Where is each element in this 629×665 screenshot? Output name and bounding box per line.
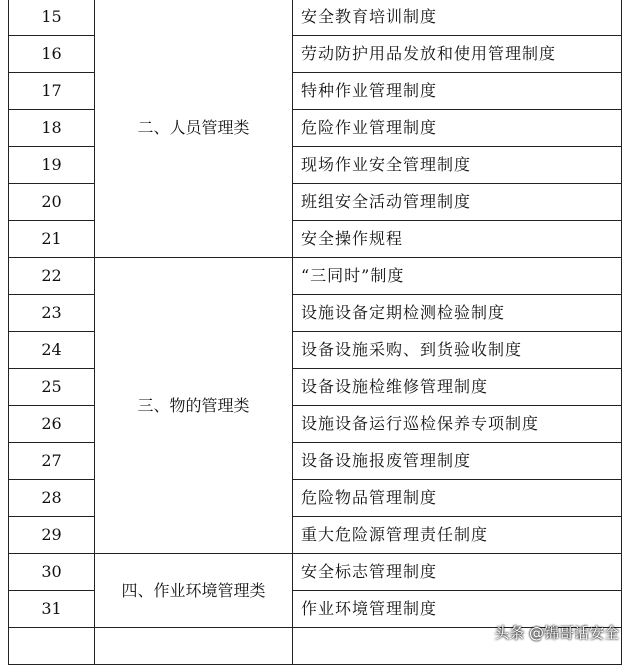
empty-cell — [95, 628, 293, 665]
row-number: 24 — [9, 332, 95, 369]
system-item: 危险物品管理制度 — [293, 480, 622, 517]
row-number: 29 — [9, 517, 95, 554]
row-number: 27 — [9, 443, 95, 480]
table-body — [9, 0, 622, 665]
row-number: 30 — [9, 554, 95, 591]
system-item: 设备设施报废管理制度 — [293, 443, 622, 480]
system-item: 安全标志管理制度 — [293, 554, 622, 591]
empty-cell — [9, 628, 95, 665]
row-number: 18 — [9, 110, 95, 147]
category-cell: 三、物的管理类 — [95, 258, 293, 554]
system-item: 作业环境管理制度 — [293, 591, 622, 628]
system-item: 现场作业安全管理制度 — [293, 147, 622, 184]
row-number: 16 — [9, 36, 95, 73]
row-number: 22 — [9, 258, 95, 295]
system-item: 安全操作规程 — [293, 221, 622, 258]
system-item: 重大危险源管理责任制度 — [293, 517, 622, 554]
category-cell: 二、人员管理类 — [95, 0, 293, 258]
row-number: 21 — [9, 221, 95, 258]
system-item: 危险作业管理制度 — [293, 110, 622, 147]
row-number: 31 — [9, 591, 95, 628]
system-item: 设备设施采购、到货验收制度 — [293, 332, 622, 369]
table-row — [9, 0, 622, 36]
system-item: “三同时”制度 — [293, 258, 622, 295]
row-number: 25 — [9, 369, 95, 406]
system-item: 特种作业管理制度 — [293, 73, 622, 110]
row-number: 15 — [9, 0, 95, 36]
row-number: 19 — [9, 147, 95, 184]
system-item: 劳动防护用品发放和使用管理制度 — [293, 36, 622, 73]
table-row — [9, 258, 622, 295]
management-system-table — [8, 0, 622, 665]
row-number: 23 — [9, 295, 95, 332]
category-cell: 四、作业环境管理类 — [95, 554, 293, 628]
system-item: 设施设备运行巡检保养专项制度 — [293, 406, 622, 443]
row-number: 28 — [9, 480, 95, 517]
row-number: 26 — [9, 406, 95, 443]
watermark: 头条 @锦哥话安全 — [494, 624, 619, 642]
row-number: 17 — [9, 73, 95, 110]
system-item: 设施设备定期检测检验制度 — [293, 295, 622, 332]
row-number: 20 — [9, 184, 95, 221]
table-row — [9, 554, 622, 591]
system-item: 安全教育培训制度 — [293, 0, 622, 36]
system-item: 设备设施检维修管理制度 — [293, 369, 622, 406]
system-item: 班组安全活动管理制度 — [293, 184, 622, 221]
